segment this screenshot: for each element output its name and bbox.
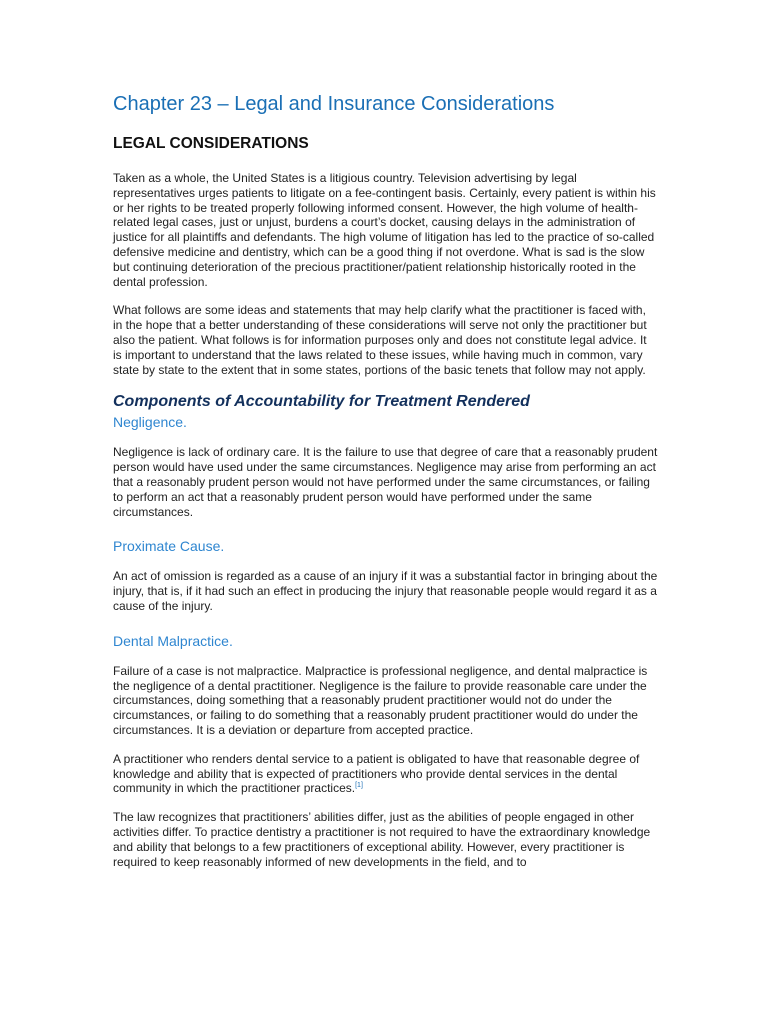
legal-paragraph-1: Taken as a whole, the United States is a litigious country. Television advertising by legal representatives urges patients to litigate on a fee-contingent basis. Certainly, every patient is within his or her rights to be treated properly following informed consent. However, the high volume of health-related legal cases, just or unjust, burdens a court’s docket, causing delays in the administration of justice for all plaintiffs and defendants. The high volume of litigation has led to the practice of so-called defensive medicine and dentistry, which can be a good thing if not overdone. What is sad is the slow but continuing deterioration of the precious practitioner/patient relationship historically rooted in the dental profession. [113, 171, 656, 289]
dental-malpractice-heading: Dental Malpractice. [113, 632, 233, 649]
footnote-reference-link[interactable]: [1] [355, 782, 363, 790]
proximate-cause-paragraph: An act of omission is regarded as a cause of an injury if it was a substantial factor in bringing about the injury, that is, if it had such an effect in producing the injury that reasonable people would regard it as a cause of the injury. [113, 569, 658, 613]
components-heading: Components of Accountability for Treatment Rendered [113, 393, 530, 411]
malpractice-paragraph-2 [113, 752, 658, 796]
malpractice-paragraph-1: Failure of a case is not malpractice. Malpractice is professional negligence, and dental malpractice is the negligence of a dental practitioner. Negligence is the failure to provide reasonable care under the circumstances, doing something that a reasonably prudent practitioner would not do under the circumstances, or failing to do something that a reasonably prudent practitioner would do under the circumstances. It is a deviation or departure from accepted practice. [113, 663, 648, 737]
chapter-title: Chapter 23 – Legal and Insurance Considerations [113, 93, 555, 115]
malpractice-paragraph-3: The law recognizes that practitioners’ abilities differ, just as the abilities of people engaged in other activities differ. To practice dentistry a practitioner is not required to have the extraordinary knowledge and ability that belongs to a few practitioners of exceptional ability. However, every practitioner is required to keep reasonably informed of new developments in the field, and to [113, 810, 651, 869]
document-page [113, 92, 658, 869]
legal-paragraph-2: What follows are some ideas and statements that may help clarify what the practitioner is faced with, in the hope that a better understanding of these considerations will serve not only the practitioner but also the patient. What follows is for information purposes only and does not constitute legal advice. It is important to understand that the laws related to these issues, while having much in common, vary state by state to the extent that in some states, portions of the basic tenets that follow may not apply. [113, 303, 647, 377]
negligence-heading: Negligence. [113, 414, 187, 431]
legal-considerations-heading: LEGAL CONSIDERATIONS [113, 135, 309, 152]
negligence-paragraph: Negligence is lack of ordinary care. It is the failure to use that degree of care that a reasonably prudent person would have used under the same circumstances. Negligence may arise from performing an act that a reasonably prudent person would not have performed under the same circumstances, or failing to perform an act that a reasonably prudent person would have performed under the same circumstances. [113, 445, 658, 519]
proximate-cause-heading: Proximate Cause. [113, 538, 225, 555]
malpractice-paragraph-2-text: A practitioner who renders dental service to a patient is obligated to have that reasonable degree of knowledge and ability that is expected of practitioners who provide dental services in the dental community in which the practitioner practices. [113, 751, 640, 796]
